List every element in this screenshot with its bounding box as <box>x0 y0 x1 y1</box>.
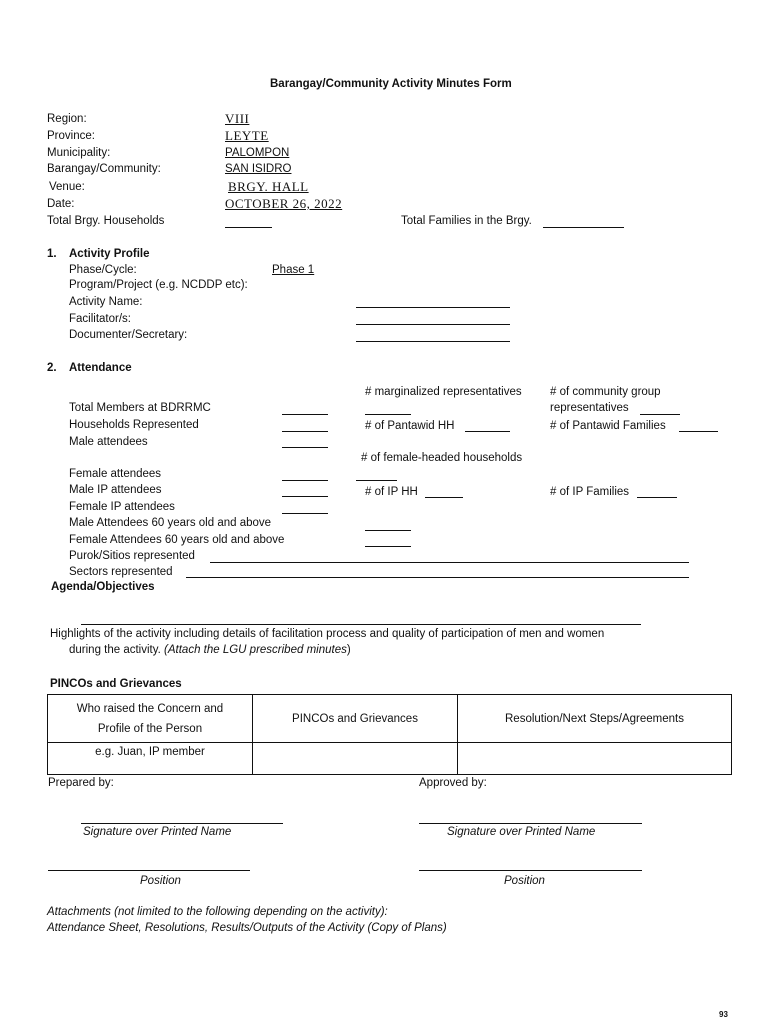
province-value: LEYTE <box>225 128 269 143</box>
section2-heading: Attendance <box>69 362 132 374</box>
approved-position-line <box>419 870 642 871</box>
total-members-blank <box>282 414 328 415</box>
approved-signature-line <box>419 823 642 824</box>
table-row <box>48 743 732 775</box>
male-ip-label: Male IP attendees <box>69 484 162 496</box>
page-number: 93 <box>719 1010 728 1019</box>
col-resolution: Resolution/Next Steps/Agreements <box>458 695 732 743</box>
female-attendees-blank <box>282 480 328 481</box>
col-pincos: PINCOs and Grievances <box>253 695 458 743</box>
example-cell: e.g. Juan, IP member <box>48 743 253 775</box>
sectors-label: Sectors represented <box>69 566 173 578</box>
facilitator-label: Facilitator/s: <box>69 313 131 325</box>
ip-families-blank <box>637 497 677 498</box>
empty-cell[interactable] <box>458 743 732 775</box>
activity-name-blank <box>356 307 510 308</box>
community-group-label-2: representatives <box>550 402 629 414</box>
section2-number: 2. <box>47 362 57 374</box>
venue-label: Venue: <box>49 181 85 193</box>
attachments-line-2: Attendance Sheet, Resolutions, Results/Outputs of the Activity (Copy of Plans) <box>47 922 447 934</box>
phase-label: Phase/Cycle: <box>69 264 137 276</box>
prepared-by-label: Prepared by: <box>48 777 114 789</box>
marginalized-blank <box>365 414 411 415</box>
barangay-value: SAN ISIDRO <box>225 163 292 175</box>
municipality-label: Municipality: <box>47 147 111 159</box>
ip-families-label: # of IP Families <box>550 486 630 498</box>
attachments-line-1: Attachments (not limited to the following depending on the activity): <box>47 906 388 918</box>
male-attendees-label: Male attendees <box>69 436 148 448</box>
section1-heading: Activity Profile <box>69 248 150 260</box>
female-ip-label: Female IP attendees <box>69 501 175 513</box>
prepared-signature-label: Signature over Printed Name <box>83 826 232 838</box>
total-members-label: Total Members at BDRRMC <box>69 402 211 414</box>
female-headed-label: # of female-headed households <box>361 452 523 464</box>
prepared-signature-line <box>81 823 283 824</box>
facilitator-blank <box>356 324 510 325</box>
female-attendees-label: Female attendees <box>69 468 162 480</box>
approved-position-label: Position <box>504 875 545 887</box>
table-header-row <box>48 695 732 743</box>
agenda-blank <box>81 624 641 625</box>
male-attendees-blank <box>282 447 328 448</box>
agenda-heading: Agenda/Objectives <box>51 581 155 593</box>
purok-label: Purok/Sitios represented <box>69 550 195 562</box>
households-represented-blank <box>282 431 328 432</box>
households-blank <box>225 227 272 228</box>
col-who-raised-line-2: Profile of the Person <box>97 722 203 735</box>
male-60-blank <box>365 530 411 531</box>
pantawid-hh-blank <box>465 431 510 432</box>
date-value: OCTOBER 26, 2022 <box>225 196 343 211</box>
male-ip-blank <box>282 496 328 497</box>
households-label: Total Brgy. Households <box>47 215 165 227</box>
documenter-label: Documenter/Secretary: <box>69 329 188 341</box>
community-group-label-1: # of community group <box>550 386 661 398</box>
venue-value: BRGY. HALL <box>228 179 309 194</box>
pantawid-families-blank <box>679 431 718 432</box>
region-label: Region: <box>47 113 87 125</box>
marginalized-label: # marginalized representatives <box>365 386 522 398</box>
families-label: Total Families in the Brgy. <box>401 215 532 227</box>
province-label: Province: <box>47 130 95 142</box>
female-60-label: Female Attendees 60 years old and above <box>69 534 285 546</box>
female-ip-blank <box>282 513 328 514</box>
ip-hh-label: # of IP HH <box>365 486 418 498</box>
male-60-label: Male Attendees 60 years old and above <box>69 517 272 529</box>
families-blank <box>543 227 624 228</box>
col-who-raised <box>48 695 253 743</box>
highlights-line-2: during the activity. (Attach the LGU prescribed minutes) <box>69 644 351 656</box>
prepared-position-label: Position <box>140 875 181 887</box>
purok-blank <box>210 562 689 563</box>
pantawid-hh-label: # of Pantawid HH <box>365 420 455 432</box>
approved-signature-label: Signature over Printed Name <box>447 826 596 838</box>
households-represented-label: Households Represented <box>69 419 199 431</box>
approved-by-label: Approved by: <box>419 777 487 789</box>
empty-cell[interactable] <box>253 743 458 775</box>
highlights-line-1: Highlights of the activity including details of facilitation process and quality of participation of men and women <box>50 628 605 640</box>
prepared-position-line <box>48 870 250 871</box>
barangay-label: Barangay/Community: <box>47 163 161 175</box>
section1-number: 1. <box>47 248 57 260</box>
pincos-heading: PINCOs and Grievances <box>50 678 182 690</box>
documenter-blank <box>356 341 510 342</box>
activity-name-label: Activity Name: <box>69 296 143 308</box>
female-headed-blank <box>356 480 397 481</box>
ip-hh-blank <box>425 497 463 498</box>
form-title: Barangay/Community Activity Minutes Form <box>270 78 512 90</box>
col-who-raised-line-1: Who raised the Concern and <box>76 702 224 715</box>
pincos-table <box>47 694 732 775</box>
program-label: Program/Project (e.g. NCDDP etc): <box>69 279 248 291</box>
phase-value: Phase 1 <box>272 264 315 276</box>
sectors-blank <box>186 577 689 578</box>
community-group-blank <box>640 414 680 415</box>
region-value: VIII <box>225 111 250 126</box>
municipality-value: PALOMPON <box>225 147 290 159</box>
pantawid-families-label: # of Pantawid Families <box>550 420 666 432</box>
female-60-blank <box>365 546 411 547</box>
date-label: Date: <box>47 198 75 210</box>
